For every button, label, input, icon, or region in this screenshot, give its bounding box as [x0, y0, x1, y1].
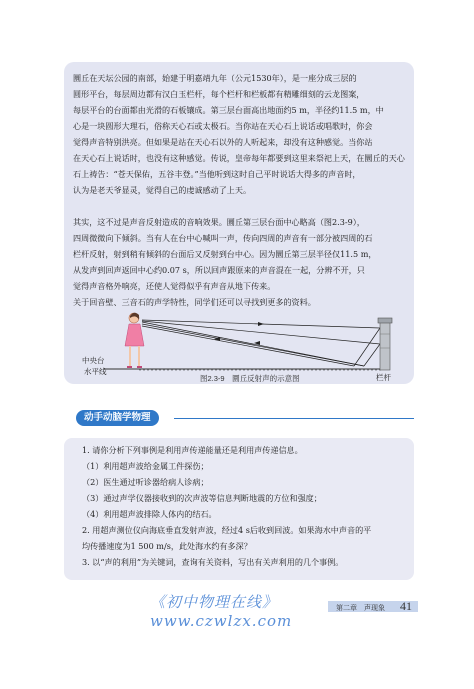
sound-rays [142, 320, 380, 366]
text-line: 圆形平台，每层周边都有汉白玉栏杆，每个栏杆和栏板都有精雕细刻的云龙图案， [73, 89, 365, 99]
text-line: 觉得声音格外响亮，还使人觉得似乎有声音从地下传来。 [73, 281, 276, 291]
text-line: 石上祷告：“苍天保佑，五谷丰登。”当他听到这时自己平时说话大得多的声音时， [73, 169, 361, 179]
person-figure [125, 313, 144, 368]
watermark: 《初中物理在线》 www.czwlzx.com [150, 593, 293, 630]
question-line: （4）利用超声波排除人体内的结石。 [82, 509, 217, 519]
question-line: 2. 用超声测位仪向海底垂直发射声波，经过4 s后收到回波。如果海水中声音的平 [82, 525, 372, 535]
chapter-label: 第二章 声现象 [336, 605, 385, 612]
question-line: 均传播速度为1 500 m/s，此处海水约有多深？ [82, 541, 252, 551]
activity-title: 动手动脑学物理 [76, 410, 159, 426]
text-line: 认为是老天爷显灵，觉得自己的虔诚感动了上天。 [73, 185, 252, 195]
text-line: 在天心石上说话时，也没有这种感觉。传说，皇帝每年都要到这里来祭祀上天，在圜丘的天心 [73, 153, 405, 163]
question-line: （3）通过声学仪器接收到的次声波等信息判断地震的方位和强度； [82, 493, 322, 503]
text-line: 其实，这不过是声音反射造成的音响效果。圜丘第三层台面中心略高（图2.3-9）， [73, 217, 365, 227]
text-line: 每层平台的台面都由光滑的石板镶成。第三层台面高出地面约5 m，半径约11.5 m，中 [73, 105, 384, 115]
activity-header [64, 407, 414, 429]
railing-label: 栏杆 [376, 373, 391, 382]
reading-paragraph-2 [73, 214, 407, 294]
text-line: 圜丘在天坛公园的南部，始建于明嘉靖九年（公元1530年），是一座分成三层的 [73, 73, 357, 83]
question-line: 1. 请你分析下列事例是利用声传递能量还是利用声传递信息。 [82, 445, 303, 455]
text-line: 栏杆反射，射到稍有倾斜的台面后又反射到台中心。因为圜丘第三层半径仅11.5 m， [73, 249, 377, 259]
text-line: 四周微微向下倾斜。当有人在台中心喊叫一声，传向四周的声音有一部分被四周的石 [73, 233, 373, 243]
horizontal-line-label: 水平线 [84, 367, 107, 376]
question-line: （1）利用超声波给金属工件探伤； [82, 461, 209, 471]
question-line: （2）医生通过听诊器给病人诊病； [82, 477, 209, 487]
reflection-diagram [64, 300, 414, 380]
text-line: 心是一块圆形大理石，俗称天心石或太极石。当你站在天心石上说话或唱歌时，你会 [73, 121, 373, 131]
reading-paragraph-1 [73, 70, 407, 198]
text-line: 从发声到回声返回中心约0.07 s，所以回声跟原来的声音混在一起，分辨不开，只 [73, 265, 365, 275]
page-number: 41 [400, 599, 412, 613]
question-line: 3. 以“声的利用”为关键词，查询有关资料，写出有关声利用的几个事例。 [82, 557, 344, 567]
header-rule [174, 418, 414, 419]
text-line: 觉得声音特别洪亮。但如果是站在天心石以外的人听起来，却没有这种感觉。当你站 [73, 137, 373, 147]
figure-caption: 图2.3-9 圜丘反射声的示意图 [200, 374, 300, 383]
text-line: 关于回音壁、三音石的声学特性，同学们还可以寻找到更多的资料。 [73, 297, 316, 307]
central-platform-label: 中央台 [82, 356, 105, 365]
railing-pillar [378, 318, 392, 370]
page-footer [150, 591, 420, 630]
